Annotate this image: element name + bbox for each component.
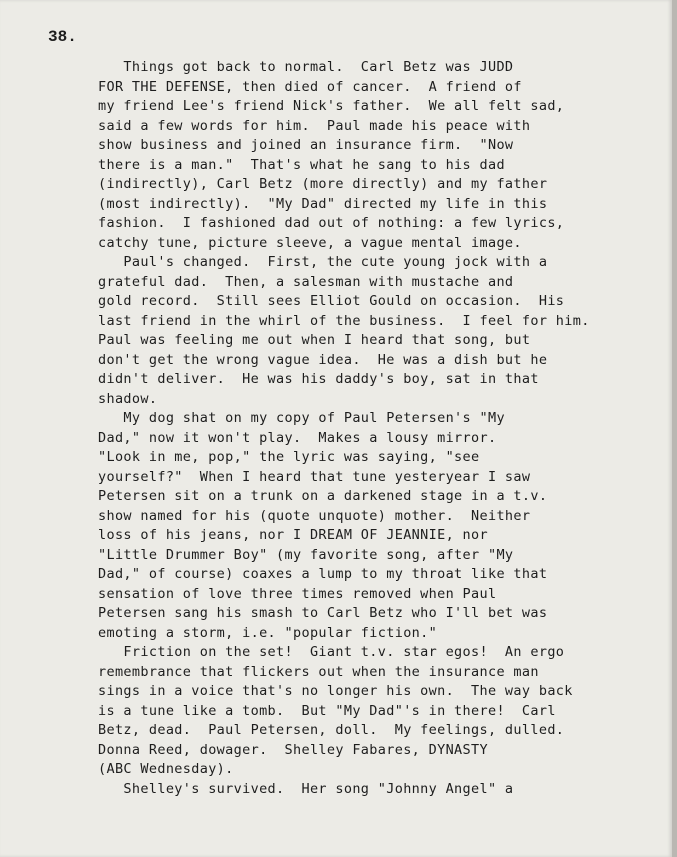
text-line: Betz, dead. Paul Petersen, doll. My feelings, dulled.: [98, 722, 565, 738]
text-line: fashion. I fashioned dad out of nothing: a few lyrics,: [98, 215, 565, 231]
text-line: Petersen sit on a trunk on a darkened stage in a t.v.: [98, 488, 548, 504]
text-line: there is a man." That's what he sang to his dad: [98, 156, 505, 173]
page-edge: [672, 0, 677, 857]
text-line: Donna Reed, dowager. Shelley Fabares, DYNASTY: [98, 741, 488, 758]
text-line: said a few words for him. Paul made his peace with: [98, 117, 531, 134]
text-line: gold record. Still sees Elliot Gould on occasion. His: [98, 293, 565, 309]
text-line: Petersen sang his smash to Carl Betz who I'll bet was: [98, 605, 548, 621]
text-line: remembrance that flickers out when the insurance man: [98, 663, 539, 680]
text-line: sensation of love three times removed when Paul: [98, 585, 497, 602]
text-line: loss of his jeans, nor I DREAM OF JEANNIE, nor: [98, 527, 488, 543]
page-number: 38.: [48, 28, 77, 46]
text-line: my friend Lee's friend Nick's father. We all felt sad,: [98, 98, 565, 114]
text-line: sings in a voice that's no longer his own. The way back: [98, 683, 573, 699]
text-line: Shelley's survived. Her song "Johnny Angel" a: [98, 780, 514, 797]
text-line: yourself?" When I heard that tune yesteryear I saw: [98, 468, 531, 485]
text-line: Things got back to normal. Carl Betz was JUDD: [98, 59, 514, 75]
text-line: (ABC Wednesday).: [98, 761, 234, 777]
text-line: is a tune like a tomb. But "My Dad"'s in there! Carl: [98, 702, 556, 719]
text-line: don't get the wrong vague idea. He was a dish but he: [98, 351, 548, 368]
text-line: Dad," now it won't play. Makes a lousy mirror.: [98, 429, 497, 446]
text-line: catchy tune, picture sleeve, a vague mental image.: [98, 234, 522, 251]
text-line: shadow.: [98, 390, 158, 407]
text-line: show business and joined an insurance firm. "Now: [98, 137, 514, 153]
text-line: Paul was feeling me out when I heard that song, but: [98, 332, 531, 348]
text-line: "Look in me, pop," the lyric was saying, "see: [98, 449, 480, 465]
text-line: show named for his (quote unquote) mother. Neither: [98, 507, 531, 524]
text-line: Dad," of course) coaxes a lump to my throat like that: [98, 566, 548, 582]
text-line: grateful dad. Then, a salesman with mustache and: [98, 273, 514, 290]
text-line: FOR THE DEFENSE, then died of cancer. A friend of: [98, 78, 522, 95]
text-line: My dog shat on my copy of Paul Petersen's "My: [98, 410, 505, 426]
text-line: Paul's changed. First, the cute young jock with a: [98, 254, 548, 270]
text-line: didn't deliver. He was his daddy's boy, sat in that: [98, 371, 539, 387]
text-line: last friend in the whirl of the business. I feel for him.: [98, 312, 590, 329]
body-text: [98, 58, 590, 799]
text-line: (indirectly), Carl Betz (more directly) and my father: [98, 176, 548, 192]
text-line: (most indirectly). "My Dad" directed my life in this: [98, 195, 548, 212]
text-line: Friction on the set! Giant t.v. star egos! An ergo: [98, 644, 565, 660]
text-line: "Little Drummer Boy" (my favorite song, after "My: [98, 546, 514, 563]
text-line: emoting a storm, i.e. "popular fiction.": [98, 624, 438, 641]
